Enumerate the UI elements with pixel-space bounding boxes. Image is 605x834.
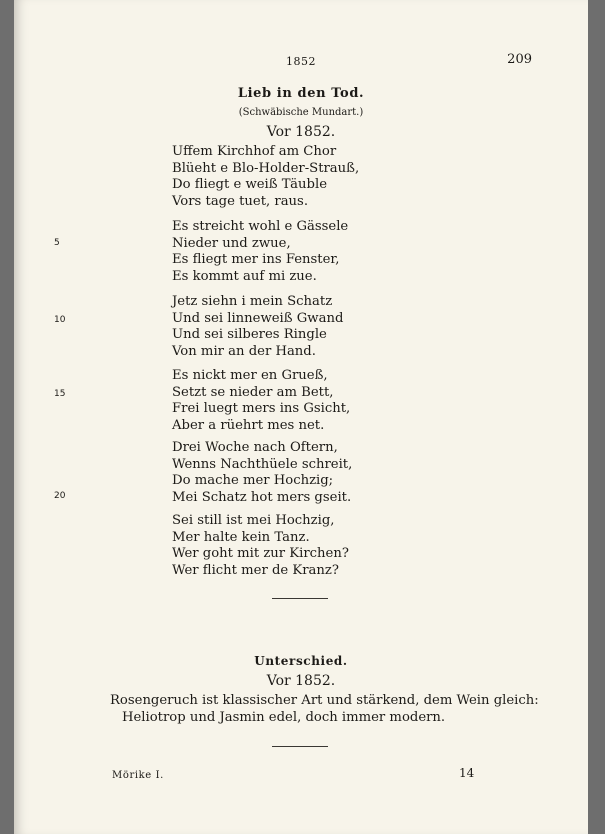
verse-line: Frei luegt mers ins Gsicht, — [172, 401, 351, 416]
verse-line: Sei still ist mei Hochzig, — [172, 513, 335, 528]
verse-line: Nieder und zwue, — [172, 235, 291, 251]
running-header-year: 1852 — [286, 55, 316, 68]
verse-line: Wenns Nachthüele schreit, — [172, 456, 353, 472]
sheet-number: 14 — [459, 766, 475, 780]
stanza-2 — [172, 219, 348, 285]
verse-line: Do fliegt e weiß Täuble — [172, 177, 327, 192]
section-divider — [272, 746, 328, 747]
poem-title: Lieb in den Tod. — [237, 86, 365, 101]
verse-line: Aber a rüehrt mes net. — [172, 417, 325, 433]
verse-line: Wer flicht mer de Kranz? — [172, 562, 339, 578]
verse-line: Von mir an der Hand. — [172, 343, 316, 359]
stanza-3 — [172, 294, 343, 360]
verse-line: Es fliegt mer ins Fenster, — [172, 252, 340, 267]
stanza-5 — [172, 440, 352, 506]
signature-mark: Mörike I. — [112, 770, 164, 781]
verse-line: Wer goht mit zur Kirchen? — [172, 546, 349, 561]
poem-subtitle: (Schwäbische Mundart.) — [238, 107, 364, 118]
line-number: 10 — [54, 315, 66, 325]
line-number: 20 — [54, 491, 66, 501]
stanza-4 — [172, 368, 350, 434]
verse-line: Blüeht e Blo-Holder-Strauß, — [172, 160, 360, 176]
verse-line: Es kommt auf mi zue. — [172, 268, 317, 284]
book-page — [14, 0, 588, 834]
epigram-title: Unterschied. — [254, 654, 348, 668]
verse-line: Setzt se nieder am Bett, — [172, 384, 334, 400]
verse-line: Und sei linneweiß Gwand — [172, 310, 344, 326]
epigram-text — [110, 692, 550, 726]
verse-line: Jetz siehn i mein Schatz — [172, 294, 333, 309]
verse-line: Es streicht wohl e Gässele — [172, 219, 349, 234]
epigram-line: Heliotrop und Jasmin edel, doch immer modern. — [122, 710, 446, 725]
verse-line: Do mache mer Hochzig; — [172, 473, 334, 488]
stanza-1 — [172, 144, 359, 210]
verse-line: Und sei silberes Ringle — [172, 327, 327, 342]
epigram-date: Vor 1852. — [266, 673, 336, 689]
epigram-line: Rosengeruch ist klassischer Art und stärkend, dem Wein gleich: — [110, 693, 539, 708]
section-divider — [272, 598, 328, 599]
verse-line: Drei Woche nach Oftern, — [172, 440, 338, 455]
poem-date: Vor 1852. — [266, 124, 336, 140]
line-number: 5 — [54, 238, 60, 248]
verse-line: Vors tage tuet, raus. — [172, 193, 309, 209]
stanza-6 — [172, 513, 349, 579]
verse-line: Es nickt mer en Grueß, — [172, 368, 328, 383]
verse-line: Mei Schatz hot mers gseit. — [172, 489, 352, 505]
line-number: 15 — [54, 389, 66, 399]
verse-line: Mer halte kein Tanz. — [172, 529, 310, 545]
page-number: 209 — [507, 52, 532, 67]
verse-line: Uffem Kirchhof am Chor — [172, 144, 337, 159]
